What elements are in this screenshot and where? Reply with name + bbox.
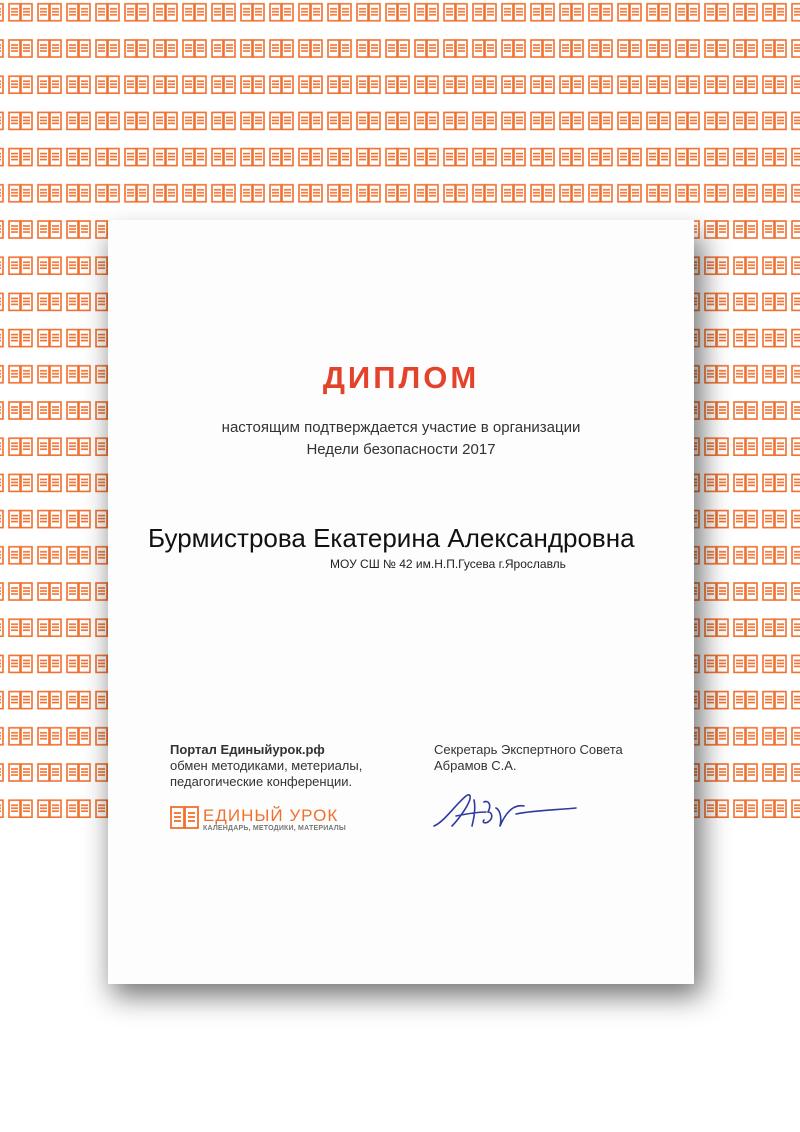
portal-info: [170, 742, 400, 790]
diploma-sheet: [108, 220, 694, 984]
recipient-name: Бурмистрова Екатерина Александровна: [148, 523, 635, 553]
portal-title: Портал Единыйурок.рф: [170, 742, 325, 757]
recipient-organization: МОУ СШ № 42 им.Н.П.Гусева г.Ярославль: [330, 557, 566, 571]
signatory-name: Абрамов С.А.: [434, 758, 517, 773]
signatory-role: Секретарь Экспертного Совета: [434, 742, 623, 757]
signature-icon: [426, 782, 586, 842]
diploma-subtitle-line2: Недели безопасности 2017: [306, 441, 496, 458]
logo-tagline: КАЛЕНДАРЬ, МЕТОДИКИ, МАТЕРИАЛЫ: [203, 825, 346, 832]
portal-line1: обмен методиками, метериалы,: [170, 758, 363, 773]
signatory-info: [434, 742, 674, 774]
logo-name: ЕДИНЫЙ УРОК: [203, 806, 339, 825]
diploma-title: ДИПЛОМ: [322, 360, 480, 395]
portal-line2: педагогические конференции.: [170, 774, 353, 789]
book-icon: [170, 804, 200, 832]
diploma-subtitle-line1: настоящим подтверждается участие в организации: [221, 419, 581, 436]
